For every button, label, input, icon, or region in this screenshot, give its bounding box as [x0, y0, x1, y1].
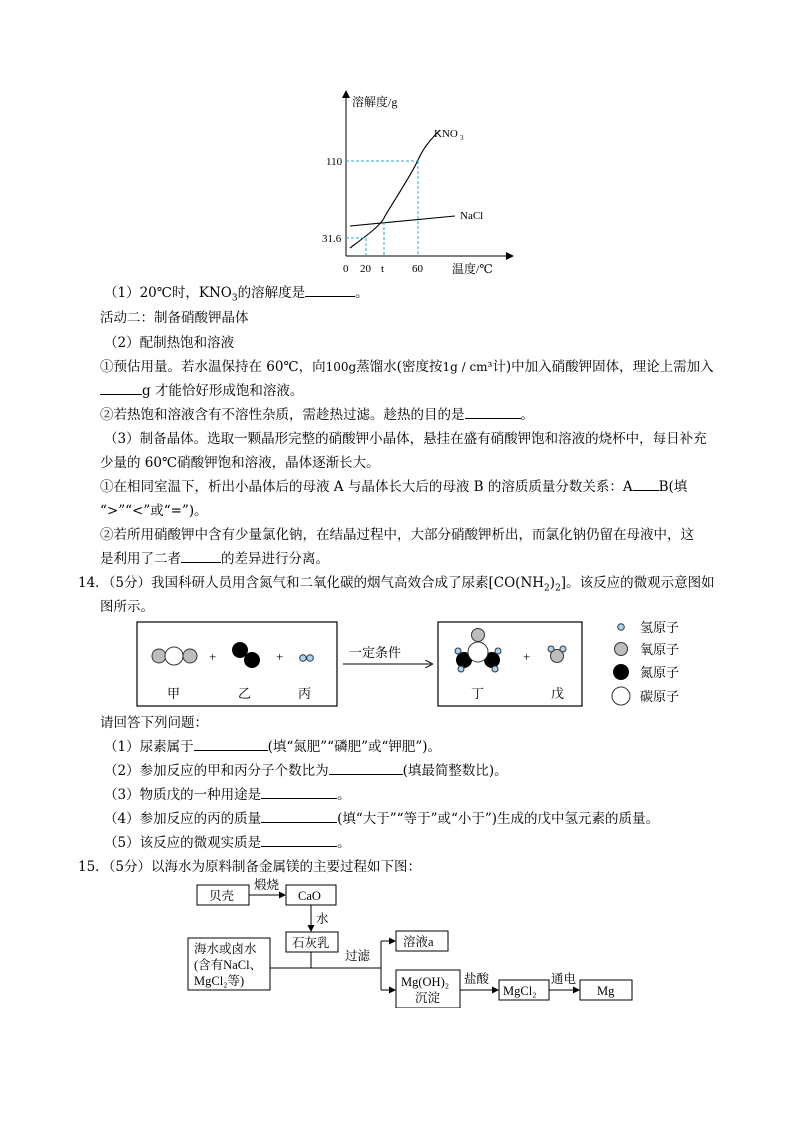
legend-hydrogen-swatch — [618, 624, 625, 631]
legend-carbon-swatch — [612, 687, 630, 705]
q14-sub4: （4）参加反应的丙的质量 (填“大于”“等于”或“小于”)生成的戊中氢元素的质量。 — [104, 811, 660, 827]
answer-blank[interactable] — [329, 762, 403, 775]
label-yi: 乙 — [238, 686, 252, 701]
legend-carbon: 碳原子 — [640, 689, 680, 704]
label-seawater-2: (含有NaCl、 — [194, 958, 263, 972]
series-line-nacl — [350, 216, 455, 226]
x-tick-label: 0 — [343, 263, 349, 275]
answer-blank[interactable] — [633, 478, 659, 491]
label-calcine: 煅烧 — [254, 878, 280, 892]
label-mgoh2: Mg(OH)₂ — [401, 975, 450, 989]
x-tick-label: 20 — [360, 263, 371, 275]
molecule-bing — [300, 655, 314, 662]
label-seawater-1: 海水或卤水 — [194, 942, 257, 956]
series-label-nacl: NaCl — [460, 210, 484, 222]
plus-sign: + — [523, 649, 531, 664]
reaction-diagram — [135, 616, 695, 716]
q13-part1: （1）20℃时，$KNO_3$的溶解度是 。 — [104, 285, 369, 304]
x-tick-label: t — [381, 263, 385, 275]
q14-sub1: （1）尿素属于 (填“氮肥”“磷肥”或“钾肥”)。 — [104, 739, 442, 755]
series-label-kno3-sub: 3 — [460, 134, 464, 142]
label-cao: CaO — [298, 889, 321, 903]
q13-part3a-cont: “>”“<”或“=”)。 — [100, 503, 208, 519]
legend-oxygen: 氧原子 — [640, 642, 680, 657]
label-solution-a: 溶液a — [403, 935, 434, 949]
process-flowchart — [185, 878, 645, 1008]
legend-hydrogen: 氢原子 — [640, 620, 680, 635]
label-shell: 贝壳 — [209, 889, 235, 903]
y-axis-label: 溶解度/g — [352, 95, 398, 109]
answer-blank[interactable] — [261, 810, 337, 823]
answer-blank[interactable] — [305, 284, 355, 297]
label-wu: 戊 — [551, 686, 565, 701]
label-bing: 丙 — [298, 686, 312, 701]
q13-part2-heading: （2）配制热饱和溶液 — [104, 335, 235, 351]
label-jia: 甲 — [167, 686, 181, 701]
q14-sub2: （2）参加反应的甲和丙分子个数比为 (填最简整数比)。 — [104, 763, 508, 779]
answer-blank[interactable] — [181, 550, 221, 563]
label-filter: 过滤 — [345, 949, 371, 963]
q13-part2a: ①预估用量。若水温保持在 60℃，向100g蒸馏水(密度按1g / cm³计)中加入硝酸钾固体，理论上需加入 — [100, 359, 714, 375]
label-mgcl2: MgCl₂ — [503, 984, 537, 998]
q14-heading: 14．（5分）我国科研人员用含氮气和二氧化碳的烟气高效合成了尿素$[CO(NH_2)_2]$。该反应的微观示意图如 — [78, 575, 715, 594]
q13-part3b-cont: 是利用了二者 的差异进行分离。 — [100, 551, 329, 567]
legend-nitrogen-swatch — [613, 664, 629, 680]
q14-ask: 请回答下列问题： — [100, 715, 208, 731]
solubility-chart — [300, 90, 540, 290]
activity-two-heading: 活动二：制备硝酸钾晶体 — [100, 310, 249, 326]
label-ding: 丁 — [471, 686, 485, 701]
molecule-wu — [548, 646, 566, 663]
series-line-kno3 — [350, 130, 440, 248]
reaction-condition: 一定条件 — [349, 645, 402, 660]
answer-blank[interactable] — [100, 382, 142, 395]
molecule-jia — [152, 647, 197, 665]
q13-part3-cont: 少量的 60℃硝酸钾饱和溶液，晶体逐渐长大。 — [100, 455, 380, 471]
plus-sign: + — [276, 649, 284, 664]
answer-blank[interactable] — [194, 738, 268, 751]
label-precipitate: 沉淀 — [415, 991, 441, 1005]
x-axis-label: 温度/℃ — [452, 262, 493, 276]
label-water: 水 — [316, 912, 329, 926]
series-label-kno3: KNO — [434, 128, 458, 140]
q13-part2a-cont: g 才能恰好形成饱和溶液。 — [100, 382, 303, 400]
label-electric: 通电 — [551, 972, 577, 986]
q15-heading: 15．（5分）以海水为原料制备金属镁的主要过程如下图： — [78, 859, 422, 875]
plus-sign: + — [209, 649, 217, 664]
label-mg: Mg — [597, 984, 615, 998]
q13-part3: （3）制备晶体。选取一颗晶形完整的硝酸钾小晶体，悬挂在盛有硝酸钾饱和溶液的烧杯中，每日补充 — [104, 431, 707, 447]
label-seawater-3: MgCl₂等) — [194, 974, 245, 988]
x-tick-label: 60 — [412, 263, 423, 275]
y-tick-label: 31.6 — [322, 233, 342, 245]
legend-oxygen-swatch — [615, 643, 628, 656]
q14-heading-cont: 图所示。 — [100, 599, 154, 615]
q13-part3a: ①在相同室温下，析出小晶体后的母液 A 与晶体长大后的母液 B 的溶质质量分数关系：A B(填 — [100, 479, 688, 495]
molecule-ding — [455, 629, 501, 673]
q13-part3b: ②若所用硝酸钾中含有少量氯化钠，在结晶过程中，大部分硝酸钾析出，而氯化钠仍留在母液中，这 — [100, 527, 694, 543]
legend-nitrogen: 氮原子 — [640, 665, 680, 680]
molecule-yi — [232, 642, 260, 668]
q14-sub3: （3）物质戊的一种用途是 。 — [104, 787, 351, 803]
legend — [612, 620, 679, 705]
q13-part2b: ②若热饱和溶液含有不溶性杂质，需趁热过滤。趁热的目的是 。 — [100, 407, 534, 423]
q14-sub5: （5）该反应的微观实质是 。 — [104, 835, 351, 851]
label-limewater: 石灰乳 — [292, 936, 330, 950]
answer-blank[interactable] — [261, 834, 337, 847]
answer-blank[interactable] — [465, 406, 521, 419]
label-hcl: 盐酸 — [464, 972, 490, 986]
answer-blank[interactable] — [261, 786, 337, 799]
y-tick-label: 110 — [326, 156, 343, 168]
